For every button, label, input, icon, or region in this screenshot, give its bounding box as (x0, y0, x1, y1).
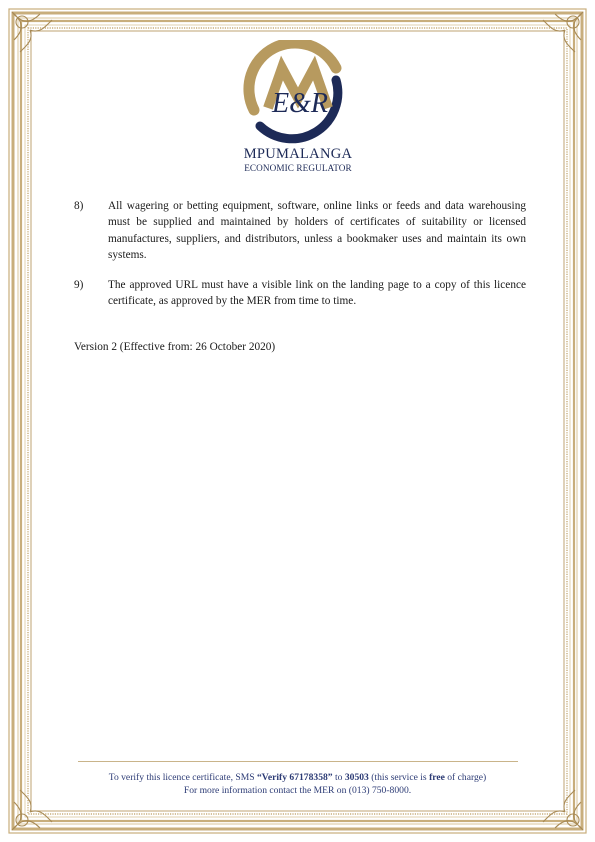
footer-sms-number: 30503 (344, 772, 369, 783)
version-line: Version 2 (Effective from: 26 October 2020) (74, 341, 276, 353)
logo-monogram: E&R (272, 88, 328, 119)
brand-subtitle: ECONOMIC REGULATOR (244, 163, 352, 173)
footer-verify-prefix: To verify this licence certificate, SMS (108, 772, 257, 783)
footer-verify-code: “Verify 67178358” (257, 772, 333, 783)
clause-text: The approved URL must have a visible link on the landing page to a copy of this licence certificate, as approved by the MER from time to time. (108, 279, 526, 308)
clause-number: 9) (74, 279, 84, 291)
footer (60, 771, 535, 797)
footer-verify-suffix: of charge) (444, 772, 487, 783)
footer-divider (78, 761, 518, 762)
footer-contact-line: For more information contact the MER on (013) 750-8000. (183, 785, 412, 796)
logo-emblem (240, 40, 356, 148)
footer-verify-to: to (332, 772, 345, 783)
clause-number: 8) (74, 200, 84, 212)
footer-verify-line (60, 771, 535, 784)
regulator-logo (234, 40, 362, 180)
clause-text: All wagering or betting equipment, software, online links or feeds and data warehousing must be supplied and maintained by holders of certificates of suitability or licensed manufactures, suppliers, and distributors, unless a bookmaker uses and maintain its own systems. (108, 200, 526, 262)
brand-name: MPUMALANGA (243, 146, 353, 162)
footer-free: free (429, 772, 445, 783)
footer-verify-mid: (this service is (368, 772, 430, 783)
